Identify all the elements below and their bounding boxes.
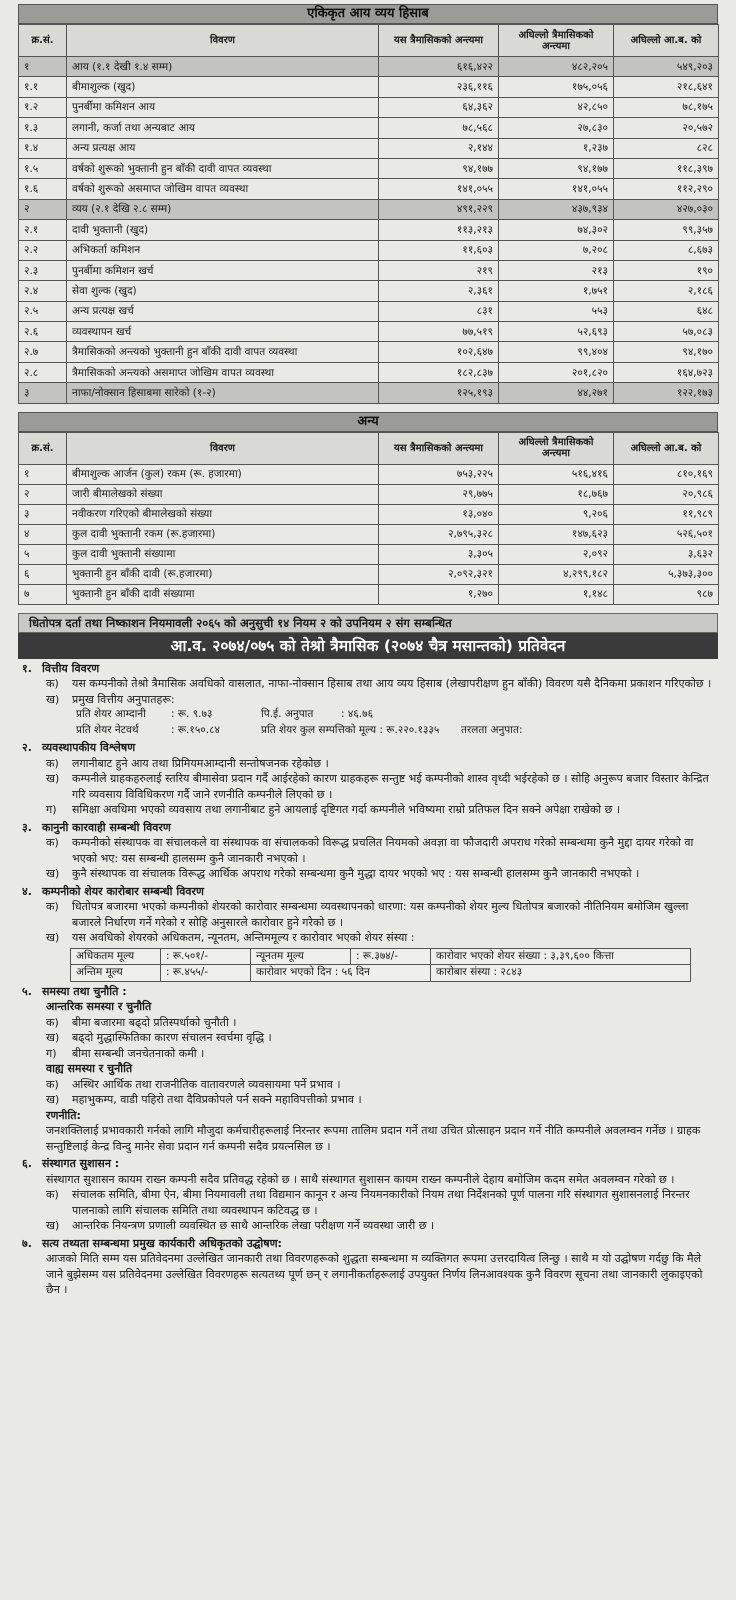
row-this-quarter: ७८,५६८ — [379, 118, 499, 138]
row-desc: अन्य प्रत्यक्ष खर्च — [67, 301, 379, 321]
table1-title: एकिकृत आय व्यय हिसाब — [18, 4, 718, 24]
row-prev-year: ५७,०८३ — [614, 322, 719, 342]
row-this-quarter: १८२,८३७ — [379, 362, 499, 382]
row-desc: जारी बीमालेखको संख्या — [67, 484, 379, 504]
row-this-quarter: २३६,११६ — [379, 77, 499, 97]
row-prev-year: ८२८ — [614, 138, 719, 158]
row-prev-quarter: ४,२९९,१८२ — [499, 564, 614, 584]
table-row — [19, 524, 719, 544]
row-prev-quarter: ५२,६९३ — [499, 322, 614, 342]
table-row — [19, 484, 719, 504]
section-4-heading: ४. कम्पनीको शेयर कारोबार सम्बन्धी विवरण — [22, 884, 204, 898]
section-5-heading: ५. समस्या तथा चुनौति : — [22, 984, 127, 998]
income-expense-table — [18, 24, 719, 404]
row-this-quarter: २९,७७५ — [379, 484, 499, 504]
section-1-item: क) यस कम्पनीको तेश्रो त्रैमासिक अवधिको वासलात, नाफा-नोक्सान हिसाब तथा आय व्यय हिसाब (लेखापरीक्षण हुन बाँकी) विवरण यसै दैनिकमा प्रकाशन गरिएकोछ । — [46, 677, 712, 691]
row-prev-year: ५२६,५०१ — [614, 524, 719, 544]
section-1-item: ख) प्रमुख वित्तीय अनुपातहरू: — [46, 692, 175, 706]
col-prev-year: अघिल्लो आ.ब. को — [614, 432, 719, 464]
row-sn: १.६ — [19, 179, 67, 199]
row-desc: आय (१.१ देखी १.४ सम्म) — [67, 57, 379, 77]
table-row — [19, 97, 719, 117]
row-this-quarter: २१९ — [379, 260, 499, 280]
row-sn: २ — [19, 199, 67, 219]
table-row — [19, 322, 719, 342]
row-desc: नवीकरण गरिएको बीमालेखको संख्या — [67, 504, 379, 524]
row-desc: त्रैमासिकको अन्त्यको असमाप्त जोखिम वापत व्यवस्था — [67, 362, 379, 382]
row-prev-year: १६४,७२३ — [614, 362, 719, 382]
section-5-item: ग) बीमा सम्बन्धी जनचेतनाको कमी । — [46, 1046, 205, 1060]
row-prev-quarter: ४३७,९३४ — [499, 199, 614, 219]
row-this-quarter: २,३६१ — [379, 281, 499, 301]
section-2-heading: २. व्यवस्थापकीय विश्लेषण — [22, 741, 136, 755]
table-row — [19, 544, 719, 564]
row-prev-quarter: २०१,८२० — [499, 362, 614, 382]
table1-body — [19, 57, 719, 404]
row-prev-year: ३,६३२ — [614, 544, 719, 564]
row-prev-year: १२२,१७३ — [614, 383, 719, 403]
row-sn: २.२ — [19, 240, 67, 260]
table-row — [19, 504, 719, 524]
col-desc: विवरण — [67, 25, 379, 57]
row-sn: २.६ — [19, 322, 67, 342]
row-prev-quarter: २७,८३० — [499, 118, 614, 138]
col-desc: विवरण — [67, 432, 379, 464]
section-5-item: ख) बढ्दो मुद्धास्फितिका कारण संचालन स्वर्चमा वृद्धि । — [46, 1031, 272, 1045]
section-6-heading: ६. संस्थागत सुशासन : — [22, 1157, 120, 1171]
section-5-item: क) बीमा बजारमा बढ्दो प्रतिस्पर्धाको चुनौती । — [46, 1015, 237, 1029]
row-sn: १.२ — [19, 97, 67, 117]
table-row — [19, 199, 719, 219]
section-2-item: क) लगानीबाट हुने आय तथा प्रिमियमआम्दानी सन्तोषजनक रहेकोछ । — [46, 756, 329, 770]
section-3-heading: ३. कानुनी कारवाही सम्बन्धी विवरण — [22, 820, 171, 834]
external-challenges-heading: वाह्य समस्या र चुनौति — [46, 1062, 133, 1076]
table-row — [19, 342, 719, 362]
row-this-quarter: ७५३,२२५ — [379, 464, 499, 484]
row-prev-quarter: १,१४८ — [499, 584, 614, 604]
row-prev-year: ११,९८९ — [614, 504, 719, 524]
row-sn: २.१ — [19, 220, 67, 240]
row-desc: वर्षको शुरूको भुक्तानी हुन बाँकी दावी वापत व्यवस्था — [67, 158, 379, 178]
row-prev-quarter: ४२,८५० — [499, 97, 614, 117]
row-this-quarter: १४१,०५५ — [379, 179, 499, 199]
table-row — [19, 240, 719, 260]
report-body — [18, 661, 718, 1298]
col-sn: क्र.सं. — [19, 432, 67, 464]
row-prev-quarter: १८,७६७ — [499, 484, 614, 504]
row-this-quarter: २,१४४ — [379, 138, 499, 158]
section-2-item: ग) समिक्षा अवधिमा भएको व्यवसाय तथा लगानीबाट हुने आयलाई दृष्टिगत गर्दा कम्पनीले भविष्यमा राम्रो प्रतिफल दिन सक्ने अपेक्षा राखेको छ । — [46, 803, 621, 817]
row-sn: १.३ — [19, 118, 67, 138]
row-this-quarter: १२५,१९३ — [379, 383, 499, 403]
row-prev-quarter: ७,२०८ — [499, 240, 614, 260]
row-this-quarter: १,२७० — [379, 584, 499, 604]
newspaper-clipping — [18, 4, 718, 1298]
row-prev-quarter: ५५३ — [499, 301, 614, 321]
row-sn: ६ — [19, 564, 67, 584]
table-row — [19, 138, 719, 158]
table-row: अधिकतम मूल्य : रू.५०१/- न्यूनतम मूल्य : रू.३७४/- कारोवार भएको शेयर संख्या : ३,३९,६०० कित्ता — [71, 948, 691, 965]
row-desc: पुनर्बीमा कमिशन खर्च — [67, 260, 379, 280]
strategy-heading: रणनीति: — [46, 1108, 81, 1122]
table2-body — [19, 464, 719, 604]
table-row — [19, 584, 719, 604]
row-prev-quarter: १७५,०५६ — [499, 77, 614, 97]
row-desc: भुक्तानी हुन बाँकी दावी (रू.हजारमा) — [67, 564, 379, 584]
row-this-quarter: ६४,३६२ — [379, 97, 499, 117]
row-prev-quarter: ९४,१७७ — [499, 158, 614, 178]
row-this-quarter: ४९१,२२९ — [379, 199, 499, 219]
row-prev-year: २१८,६४१ — [614, 77, 719, 97]
section-6-item: ख) आन्तरिक नियन्त्रण प्रणाली व्यवस्थित छ साथै आन्तरिक लेखा परीक्षण गर्ने व्यवस्था जारी छ । — [46, 1219, 435, 1233]
row-prev-year: ९८७ — [614, 584, 719, 604]
row-prev-quarter: ४४,२७१ — [499, 383, 614, 403]
row-sn: ४ — [19, 524, 67, 544]
row-sn: ३ — [19, 504, 67, 524]
row-this-quarter: ९४,१७७ — [379, 158, 499, 178]
table-row — [19, 362, 719, 382]
row-sn: ३ — [19, 383, 67, 403]
table-row — [19, 564, 719, 584]
internal-challenges-heading: आन्तरिक समस्या र चुनौति — [46, 1000, 152, 1014]
table-row: अन्तिम मूल्य : रू.४५५/- कारोवार भएको दिन : ५६ दिन कारोबार संस्या : २८४३ — [71, 965, 691, 982]
row-sn: २ — [19, 484, 67, 504]
row-prev-quarter: ५१६,४१६ — [499, 464, 614, 484]
table-row — [19, 301, 719, 321]
section-6-item: क) संचालक समिति, बीमा ऐन, बीमा नियमावली तथा विद्यमान कानून र अन्य नियमनकारीको नियम तथा निर्देशनको पूर्ण पालना गरि संस्थागत सुशासनलाई निरन्तर पालनाको लागि संचालक समिति तथा व्यवस्थापन कटिवद्ध छ । — [46, 1188, 690, 1217]
other-table — [18, 432, 719, 605]
row-desc: त्रैमासिकको अन्त्यको भुक्तानी हुन बाँकी दावी वापत व्यवस्था — [67, 342, 379, 362]
section-5-item: ख) महाभुकम्प, वाडी पहिरो तथा दैविप्रकोपले पर्न सक्ने महाविपत्तीको प्रभाव । — [46, 1093, 362, 1107]
row-this-quarter: २,७९५,३२८ — [379, 524, 499, 544]
row-sn: १.५ — [19, 158, 67, 178]
strategy-text: जनशक्तिलाई प्रभावकारी गर्नको लागि मौजुदा कर्मचारीहरूलाई निरन्तर रूपमा तालिम प्रदान गर्ने तथा उचित प्रोत्साहन प्रदान गर्ने नीति कम्पनीले अवलम्वन गर्नेछ । ग्राहक सन्तुष्टिलाई केन्द्र विन्दु मानेर सेवा प्रदान गर्न कम्पनी सदैव प्रयत्नसिल छ । — [46, 1124, 701, 1153]
row-desc: कुल दावी भुक्तानी संख्यामा — [67, 544, 379, 564]
section-7-heading: ७. सत्य तथ्यता सम्बन्धमा प्रमुख कार्यकारी अधिकृतको उद्घोषण: — [22, 1236, 282, 1250]
row-prev-year: ९४,१७० — [614, 342, 719, 362]
row-this-quarter: २,०९२,३२१ — [379, 564, 499, 584]
row-sn: २.८ — [19, 362, 67, 382]
row-prev-quarter: १,७५१ — [499, 281, 614, 301]
row-sn: २.३ — [19, 260, 67, 280]
row-sn: २.७ — [19, 342, 67, 362]
table-row — [19, 158, 719, 178]
row-sn: ७ — [19, 584, 67, 604]
row-desc: लगानी, कर्जा तथा अन्यबाट आय — [67, 118, 379, 138]
row-desc: अन्य प्रत्यक्ष आय — [67, 138, 379, 158]
row-prev-year: ६४८ — [614, 301, 719, 321]
col-this-quarter: यस त्रैमासिकको अन्त्यमा — [379, 25, 499, 57]
table-row — [19, 220, 719, 240]
row-prev-year: १९० — [614, 260, 719, 280]
table-header-row — [19, 25, 719, 57]
col-prev-year: अघिल्लो आ.ब. को — [614, 25, 719, 57]
row-prev-year: ११८,३९७ — [614, 158, 719, 178]
row-this-quarter: ११३,२१३ — [379, 220, 499, 240]
row-sn: १ — [19, 464, 67, 484]
row-prev-year: २,१८६ — [614, 281, 719, 301]
col-prev-quarter: अघिल्लो त्रैमासिकको अन्त्यमा — [499, 432, 614, 464]
row-desc: अभिकर्ता कमिशन — [67, 240, 379, 260]
report-title: आ.व. २०७४/०७५ को तेश्रो त्रैमासिक (२०७४ चैत्र मसान्तको) प्रतिवेदन — [18, 633, 718, 659]
row-desc: भुक्तानी हुन बाँकी दावी संख्यामा — [67, 584, 379, 604]
row-prev-year: २०,९८६ — [614, 484, 719, 504]
row-sn: १.४ — [19, 138, 67, 158]
table-row — [19, 179, 719, 199]
row-this-quarter: ११,६०३ — [379, 240, 499, 260]
section-3-item: ख) कुनै संस्थापक वा संचालक विरूद्ध आर्थिक अपराध गरेको सम्बन्धमा कुनै मुद्धा दायर भएको भए : यस सम्बन्धी हालसम्म कुनै जानकारी नभएको । — [46, 867, 640, 881]
col-this-quarter: यस त्रैमासिकको अन्त्यमा — [379, 432, 499, 464]
share-price-table — [70, 948, 691, 982]
row-desc: व्यवस्थापन खर्च — [67, 322, 379, 342]
row-prev-year: २०,५७२ — [614, 118, 719, 138]
table-row — [19, 118, 719, 138]
table-row — [19, 383, 719, 403]
row-desc: व्यय (२.१ देखि २.८ सम्म) — [67, 199, 379, 219]
section-3-item: क) कम्पनीको संस्थापक वा संचालकले वा संस्थापक वा संचालकको विरूद्ध प्रचलित नियमको अवज्ञा वा फौजदारी अपराध गरेको सम्बन्धमा कुनै मुद्दा दायर गरेको वा भएको भए: यस सम्बन्धी हालसम्म कुनै जानकारी नभएको । — [46, 836, 694, 865]
row-desc: बीमाशुल्क आर्जन (कुल) रकम (रू. हजारमा) — [67, 464, 379, 484]
row-this-quarter: ८३१ — [379, 301, 499, 321]
row-prev-quarter: ७४,३०२ — [499, 220, 614, 240]
table-row — [19, 281, 719, 301]
col-sn: क्र.सं. — [19, 25, 67, 57]
section-2-item: ख) कम्पनीले ग्राहकहरुलाई स्तरिय बीमासेवा प्रदान गर्दै आईरहेको कारण ग्राहकहरू सन्तुष्ट भई कम्पनीको शास्व वृध्दी भईरहेको छ । सोहि अनुरूप बजार विस्तार केन्द्रित गरि व्यवसाय विविधिकरण गर्दै जाने रणनीति कम्पनीले लिएको छ । — [46, 772, 709, 801]
row-prev-year: ८१०,१६९ — [614, 464, 719, 484]
row-prev-year: ४२७,०३० — [614, 199, 719, 219]
regulation-note: धितोपत्र दर्ता तथा निष्काशन नियमावली २०६५ को अनुसुची १४ नियम २ को उपनियम २ संग सम्बन्धित — [18, 613, 718, 633]
table-row — [19, 57, 719, 77]
row-prev-quarter: ४८२,२०५ — [499, 57, 614, 77]
row-prev-quarter: १४१,०५५ — [499, 179, 614, 199]
row-desc: सेवा शुल्क (खुद) — [67, 281, 379, 301]
row-prev-year: ५,३७३,३०० — [614, 564, 719, 584]
table-header-row — [19, 432, 719, 464]
section-5-item: क) अस्थिर आर्थिक तथा राजनीतिक वातावरणले व्यवसायमा पर्ने प्रभाव । — [46, 1077, 341, 1091]
row-prev-year: ८,६७३ — [614, 240, 719, 260]
ratio-row: प्रति शेयर नेटवर्थ : रू.१५०.८४ प्रति शेयर कुल सम्पत्तिको मूल्य : रू.२२०.१३३५ तरलता अनुपात: — [76, 723, 523, 736]
row-sn: १.१ — [19, 77, 67, 97]
row-desc: बीमाशुल्क (खुद) — [67, 77, 379, 97]
row-prev-quarter: १,२३७ — [499, 138, 614, 158]
row-desc: दावी भुक्तानी (खुद) — [67, 220, 379, 240]
section-4-item: क) धितोपत्र बजारमा भएको कम्पनीको शेयरको कारोवार सम्बन्धमा व्यवस्थापनको धारणा: यस कम्पनीको शेयर मुल्य धितोपत्र बजारको नीतिनियम बमोजिम खुल्ला बजारले निर्धारण गर्ने गरेको र सोहि अनुसारले कारोवार हुने गरेको छ । — [46, 900, 689, 929]
section-4-item: ख) यस अवधिको शेयरको अधिकतम, न्यूनतम, अन्तिममूल्य र कारोवार भएको शेयर संस्या : — [46, 931, 415, 945]
row-sn: २.५ — [19, 301, 67, 321]
row-prev-quarter: २,०९२ — [499, 544, 614, 564]
section-6-intro: संस्थागत सुशासन कायम राख्न कम्पनी सदैव प्रतिवद्ध रहेको छ । साथै संस्थागत सुशासन कायम राख्न कम्पनीले देहाय बमोजिम कदम समेत अवलम्वन गरेको छ । — [46, 1172, 675, 1186]
row-prev-year: ७८,१७५ — [614, 97, 719, 117]
row-prev-quarter: ९,२०६ — [499, 504, 614, 524]
row-this-quarter: ६१६,४२२ — [379, 57, 499, 77]
table2-title: अन्य — [18, 412, 718, 432]
row-desc: नाफा/नोक्सान हिसाबमा सारेको (१-२) — [67, 383, 379, 403]
table-row — [19, 77, 719, 97]
col-prev-quarter: अघिल्लो त्रैमासिकको अन्त्यमा — [499, 25, 614, 57]
row-prev-year: ५४९,२०३ — [614, 57, 719, 77]
declaration-text: आजको मिति सम्म यस प्रतिवेदनमा उल्लेखित जानकारी तथा विवरणहरूको शुद्धता सम्बन्धमा म व्यक्तिगत रूपमा उत्तरदायित्व लिन्छु । साथै म यो उद्घोषण गर्दछु कि मैले जाने बुझेसम्म यस प्रतिवेदनमा उल्लेखित विवरणहरू सत्यतथ्य पूर्ण छन् र लगानीकर्ताहरूलाई उपयुक्त निर्णय लिनआवश्यक कुनै विवरण सूचना तथा जानकारी लुकाइएको छैन । — [46, 1252, 703, 1297]
row-prev-quarter: ९९,४०४ — [499, 342, 614, 362]
row-desc: पुनर्बीमा कमिशन आय — [67, 97, 379, 117]
row-this-quarter: १०२,६४७ — [379, 342, 499, 362]
row-prev-year: ९९,३५७ — [614, 220, 719, 240]
row-desc: कुल दावी भुक्तानी रकम (रू.हजारमा) — [67, 524, 379, 544]
row-prev-year: ११२,२९० — [614, 179, 719, 199]
section-1-heading: १. वित्तीय विवरण — [22, 661, 100, 675]
ratio-row: प्रति शेयर आम्दानी : रू. ९.७३ पि.ई. अनुपात : ४६.७६ — [76, 708, 374, 721]
table-row — [19, 260, 719, 280]
row-sn: ५ — [19, 544, 67, 564]
row-this-quarter: ३,३०५ — [379, 544, 499, 564]
row-desc: वर्षको शुरूको असमाप्त जोखिम वापत व्यवस्था — [67, 179, 379, 199]
row-this-quarter: १३,०४० — [379, 504, 499, 524]
table-row — [19, 464, 719, 484]
row-sn: १ — [19, 57, 67, 77]
row-this-quarter: ७७,५१९ — [379, 322, 499, 342]
row-prev-quarter: १४७,६२३ — [499, 524, 614, 544]
row-prev-quarter: २१३ — [499, 260, 614, 280]
row-sn: २.४ — [19, 281, 67, 301]
